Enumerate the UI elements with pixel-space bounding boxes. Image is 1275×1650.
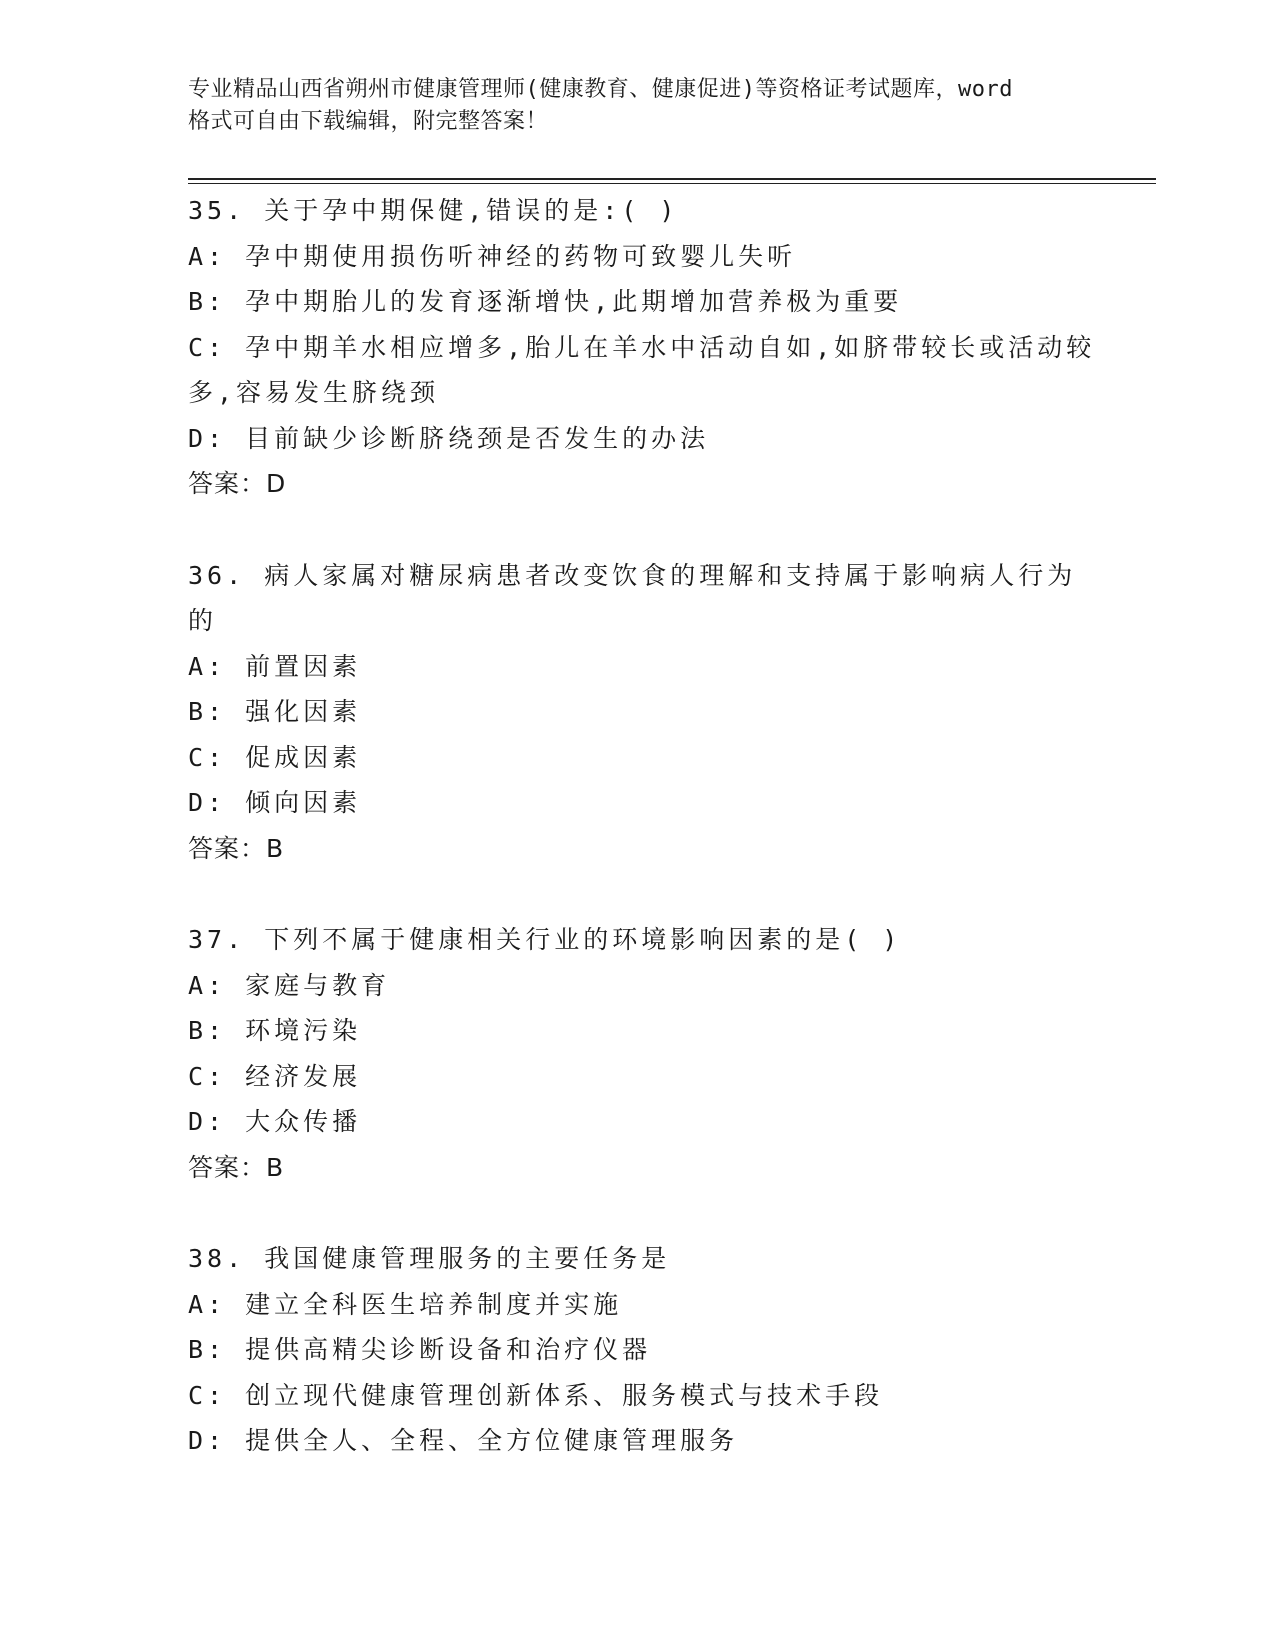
header-divider-thin — [188, 183, 1156, 184]
header-line-1: 专业精品山西省朔州市健康管理师(健康教育、健康促进)等资格证考试题库，word — [188, 77, 1013, 102]
option-a: A: 孕中期使用损伤听神经的药物可致婴儿失听 — [188, 241, 797, 271]
option-d: D: 提供全人、全程、全方位健康管理服务 — [188, 1426, 739, 1455]
answer: 答案：B — [188, 1152, 285, 1182]
question-stem-continued: 的 — [188, 606, 218, 635]
option-a: A: 建立全科医生培养制度并实施 — [188, 1289, 623, 1319]
question-stem: 35. 关于孕中期保健,错误的是:( ) — [188, 196, 679, 225]
question-stem: 38. 我国健康管理服务的主要任务是 — [188, 1244, 671, 1273]
document-header — [188, 74, 1088, 138]
option-c: C: 创立现代健康管理创新体系、服务模式与技术手段 — [188, 1380, 884, 1410]
option-d: D: 大众传播 — [188, 1107, 362, 1136]
question-stem: 37. 下列不属于健康相关行业的环境影响因素的是( ) — [188, 925, 902, 954]
option-d: D: 倾向因素 — [188, 788, 362, 817]
option-c: C: 促成因素 — [188, 742, 362, 772]
question-37 — [188, 917, 1088, 1190]
option-b: B: 环境污染 — [188, 1016, 362, 1045]
option-b: B: 强化因素 — [188, 697, 362, 726]
question-35 — [188, 188, 1096, 507]
header-line-2: 格式可自由下载编辑，附完整答案！ — [188, 109, 549, 134]
question-38 — [188, 1236, 1088, 1464]
option-b: B: 提供高精尖诊断设备和治疗仪器 — [188, 1335, 652, 1364]
header-divider-thick — [188, 178, 1156, 180]
option-c: C: 经济发展 — [188, 1061, 362, 1091]
option-b: B: 孕中期胎儿的发育逐渐增快,此期增加营养极为重要 — [188, 287, 903, 316]
question-list — [188, 188, 1096, 1510]
option-c: C: 孕中期羊水相应增多,胎儿在羊水中活动自如,如脐带较长或活动较 — [188, 332, 1096, 362]
answer: 答案：D — [188, 469, 287, 498]
question-stem: 36. 病人家属对糖尿病患者改变饮食的理解和支持属于影响病人行为 — [188, 560, 1077, 590]
option-c-continued: 多,容易发生脐绕颈 — [188, 378, 440, 407]
question-36 — [188, 553, 1088, 872]
option-a: A: 前置因素 — [188, 651, 362, 681]
option-d: D: 目前缺少诊断脐绕颈是否发生的办法 — [188, 423, 710, 453]
answer: 答案：B — [188, 833, 285, 863]
option-a: A: 家庭与教育 — [188, 970, 391, 1000]
